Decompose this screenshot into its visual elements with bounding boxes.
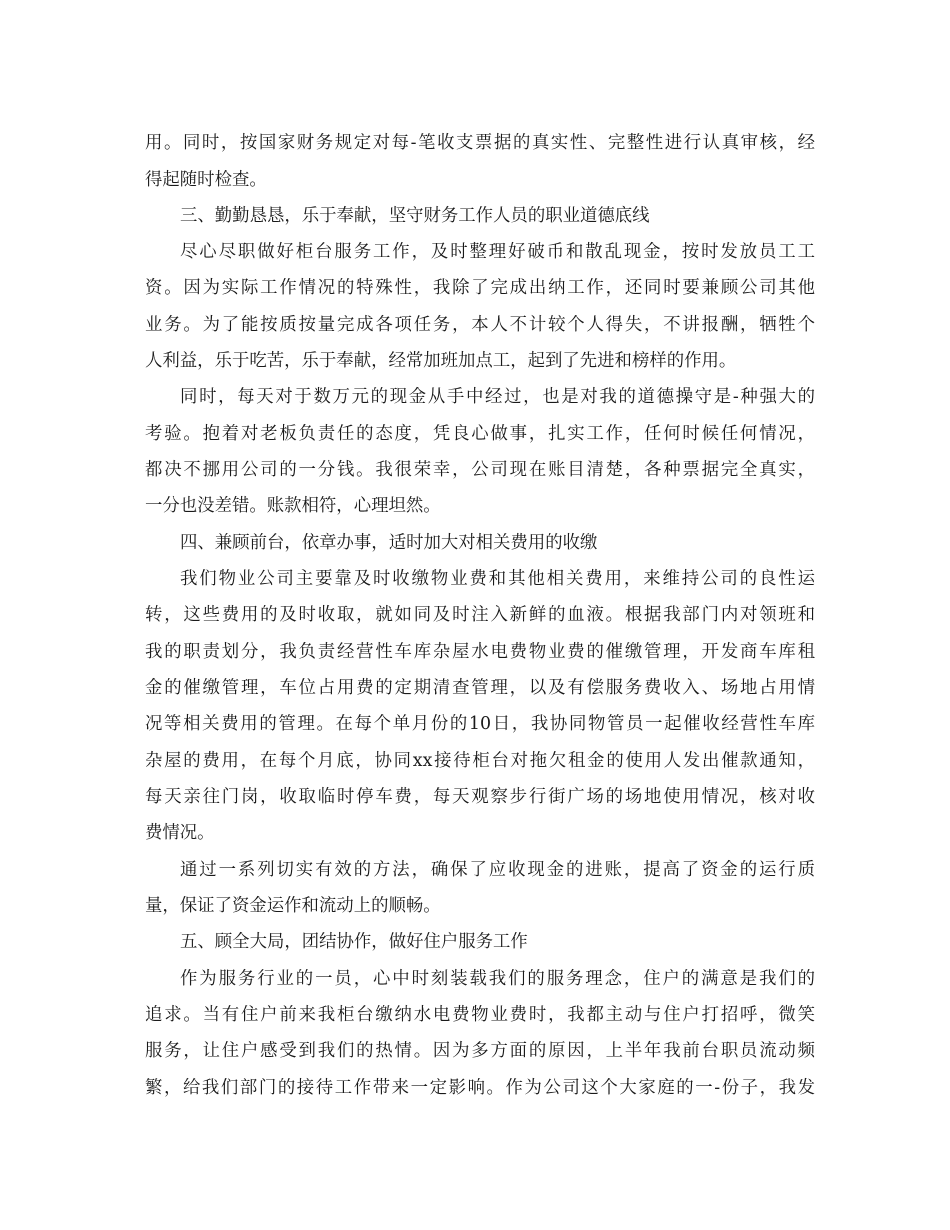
body-text-line: 杂屋的费用，在每个月底，协同xx接待柜台对拖欠租金的使用人发出催款通知， [145,751,815,771]
body-text-line: 业务。为了能按质按量完成各项任务，本人不计较个人得失，不讲报酬，牺牲个 [145,315,815,335]
body-text-line: 一分也没差错。账款相符，心理坦然。 [145,496,441,516]
body-text-line: 通过一系列切实有效的方法，确保了应收现金的进账，提高了资金的运行质 [180,860,815,880]
body-text-line: 金的催缴管理，车位占用费的定期清查管理，以及有偿服务费收入、场地占用情 [145,678,815,698]
section-heading: 三、勤勤恳恳，乐于奉献，坚守财务工作人员的职业道德底线 [180,206,650,226]
body-text-line: 量，保证了资金运作和流动上的顺畅。 [145,896,441,916]
section-heading: 四、兼顾前台，依章办事，适时加大对相关费用的收缴 [180,533,598,553]
body-text-line: 追求。当有住户前来我柜台缴纳水电费物业费时，我都主动与住户打招呼，微笑 [145,1005,815,1025]
body-text-line: 同时，每天对于数万元的现金从手中经过，也是对我的道德操守是-种强大的 [180,387,815,407]
body-text-line: 得起随时检查。 [145,170,267,190]
body-text-line: 每天亲往门岗，收取临时停车费，每天观察步行街广场的场地使用情况，核对收 [145,787,815,807]
body-text-line: 转，这些费用的及时收取，就如同及时注入新鲜的血液。根据我部门内对领班和 [145,605,815,625]
body-text-line: 况等相关费用的管理。在每个单月份的10日，我协同物管员一起催收经营性车库 [145,714,815,734]
body-text-line: 尽心尽职做好柜台服务工作，及时整理好破币和散乱现金，按时发放员工工 [180,242,815,262]
body-text-line: 用。同时，按国家财务规定对每-笔收支票据的真实性、完整性进行认真审核，经 [145,133,815,153]
body-text-line: 人利益，乐于吃苦，乐于奉献，经常加班加点工，起到了先进和榜样的作用。 [145,351,737,371]
section-heading: 五、顾全大局，团结协作，做好住户服务工作 [180,932,528,952]
body-text-line: 考验。抱着对老板负责任的态度，凭良心做事，扎实工作，任何时候任何情况， [145,424,815,444]
body-text-line: 资。因为实际工作情况的特殊性，我除了完成出纳工作，还同时要兼顾公司其他 [145,278,815,298]
body-text-line: 我的职责划分，我负责经营性车库杂屋水电费物业费的催缴管理，开发商车库租 [145,642,815,662]
body-text-line: 都决不挪用公司的一分钱。我很荣幸，公司现在账目清楚，各种票据完全真实， [145,460,815,480]
body-text-line: 作为服务行业的一员，心中时刻装载我们的服务理念，住户的满意是我们的 [180,969,815,989]
body-text-line: 服务，让住户感受到我们的热情。因为多方面的原因，上半年我前台职员流动频 [145,1041,815,1061]
body-text-line: 费情况。 [145,823,215,843]
body-text-line: 繁，给我们部门的接待工作带来一定影响。作为公司这个大家庭的一-份子，我发 [145,1078,815,1098]
body-text-line: 我们物业公司主要靠及时收缴物业费和其他相关费用，来维持公司的良性运 [180,569,815,589]
